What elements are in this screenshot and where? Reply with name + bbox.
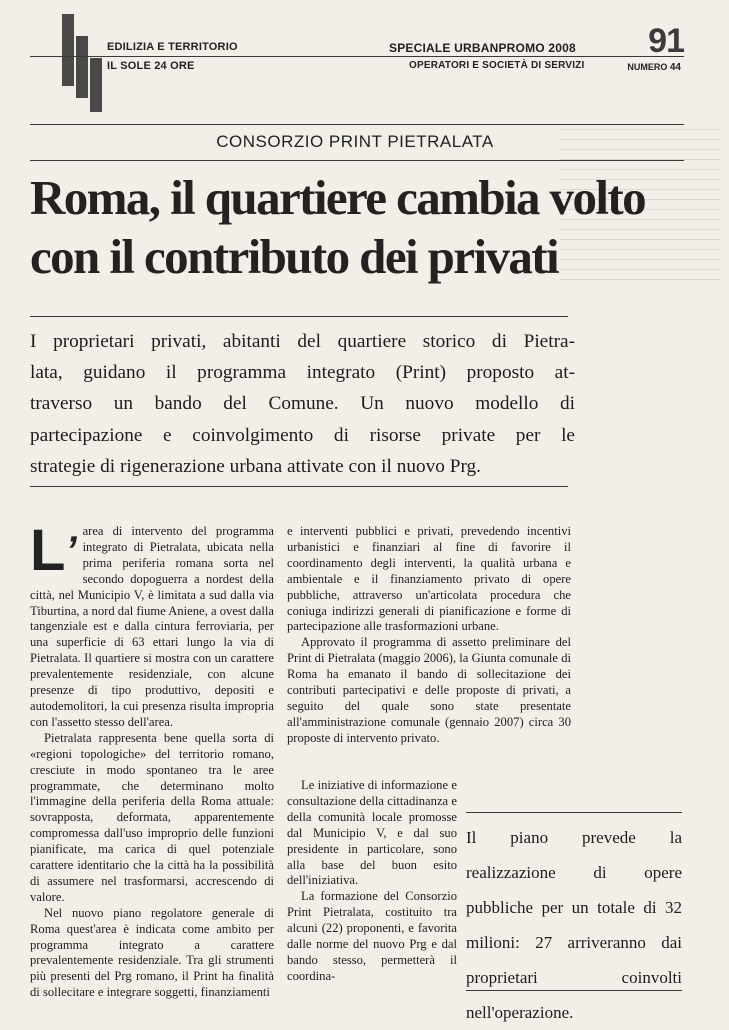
header-rule-bottom: [30, 124, 684, 125]
body-column-2-lower: [287, 778, 457, 985]
drop-cap: L’: [30, 518, 77, 583]
page-number: 91: [648, 22, 684, 60]
lead-line-4: partecipazione e coinvolgimento di risorse private per le: [30, 424, 575, 446]
lead-rule-bottom: [30, 486, 568, 487]
body-paragraph: [30, 518, 274, 731]
lead-line-5: strategie di rigenerazione urbana attivate con il nuovo Prg.: [30, 455, 481, 477]
col2-paragraph-3: Le iniziative di informazione e consultazione della cittadinanza e della comunità locale promosse dal Municipio V, e dal suo presidente in particolare, sono alla base del buon esito dell'iniziativa.: [287, 778, 457, 888]
header-rule-top: [30, 56, 684, 57]
col2-paragraph-1: e interventi pubblici e privati, prevedendo incentivi urbanistici e finanziari al fine di favorire il coordinamento degli interventi, la qualità urbana e ambientale e il finanziamento privato di opere pubbliche, attraverso un'articolata procedura che coniuga indirizzi generali di pianificazione e forme di partecipazione alle trasformazioni urbane.: [287, 524, 571, 634]
body-column-1: [30, 518, 274, 1001]
col1-paragraph-3: Nel nuovo piano regolatore generale di Roma quest'area è indicata come ambito per programma integrato a carattere prevalentemente residenziale. Tra gli strumenti più presenti del Prg romano, il Print ha finalità di sollecitare e integrare soggetti, finanziamenti: [30, 905, 274, 1000]
body-column-2-upper: [287, 524, 571, 747]
pull-quote: Il piano prevede la realizzazione di opere pubbliche per un totale di 32 milioni: 27 arriveranno dai proprietari coinvolti nell'operazione.: [466, 828, 682, 1022]
section-name: EDILIZIA E TERRITORIO: [107, 41, 238, 53]
kicker-rule: [30, 160, 684, 161]
col1-paragraph-2: Pietralata rappresenta bene quella sorta di «regioni topologiche» del territorio romano, cresciute in modo spontaneo tra le aree programmate, che determinano molto l'immagine della periferia della Roma attuale: sovrapposta, deformata, apparentemente compromessa dall'uso improprio delle funzioni pianificate, ma carica di quel potenziale carattere identitario che la città ha la possibilità di assumere nel trasformarsi, accrescendo di valore.: [30, 730, 274, 904]
article-title: [30, 168, 710, 286]
issue-value: 44: [669, 62, 681, 73]
title-line-2: con il contributo dei privati: [30, 229, 558, 284]
newspaper-name: IL SOLE 24 ORE: [107, 60, 195, 72]
il-sole-24-ore-logo: [62, 14, 102, 112]
article-kicker: CONSORZIO PRINT PIETRALATA: [216, 132, 494, 151]
col1-paragraph-1-text: area di intervento del programma integrato di Pietralata, ubicata nella prima periferia romana sorta nel secondo dopoguerra a nordest della città, nel Municipio V, è limitata a sud dalla via Tiburtina, a nord dal fiume Aniene, a ovest dalla tangenziale est e dalla cintura ferroviaria, per una superficie di 63 ettari lungo la via di Pietralata. Il quartiere si mostra con un carattere prevalentemente residenziale, con alcune presenze di tipo produttivo, depositi e autodemolitori, la cui presenza risulta impropria con l'assetto stesso dell'area.: [30, 524, 274, 729]
lead-line-3: traverso un bando del Comune. Un nuovo modello di: [30, 393, 575, 415]
pull-quote-rule-bottom: [466, 990, 682, 991]
pull-quote-rule-top: [466, 812, 682, 813]
col2-paragraph-2: Approvato il programma di assetto preliminare del Print di Pietralata (maggio 2006), la Giunta comunale di Roma ha emanato il bando di sollecitazione dei contributi partecipativi e delle proposte di privati, a seguito del quale sono state presentate all'amministrazione comunale (gennaio 2007) circa 30 proposte di intervento privato.: [287, 635, 571, 745]
special-title: SPECIALE URBANPROMO 2008: [389, 41, 576, 55]
issue-number: [627, 62, 681, 73]
issue-label: NUMERO: [627, 62, 668, 72]
title-line-1: Roma, il quartiere cambia volto: [30, 170, 645, 225]
special-subtitle: OPERATORI E SOCIETÀ DI SERVIZI: [409, 60, 585, 71]
article-lead: [30, 326, 575, 482]
lead-line-1: I proprietari privati, abitanti del quartiere storico di Pietra-: [30, 331, 575, 352]
lead-rule-top: [30, 316, 568, 317]
lead-line-2: lata, guidano il programma integrato (Print) proposto at-: [30, 362, 575, 384]
col2-paragraph-4: La formazione del Consorzio Print Pietralata, costituito tra alcuni (22) proponenti, e favorita dalle norme del nuovo Prg e dal bando stesso, permetterà il coordina-: [287, 889, 457, 983]
